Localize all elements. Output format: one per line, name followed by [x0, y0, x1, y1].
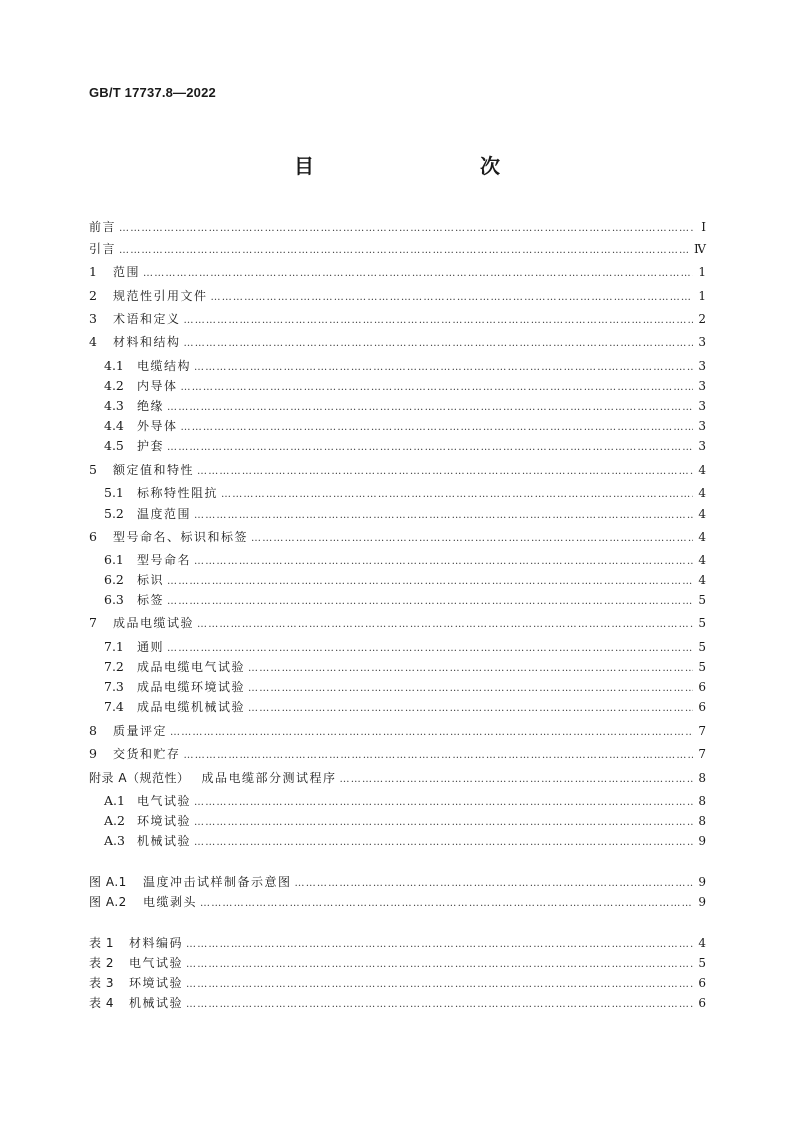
toc-page: 7: [698, 724, 706, 738]
dot-leader: [194, 553, 693, 571]
toc-title: 机械试验: [129, 996, 184, 1010]
dot-leader: [181, 379, 693, 397]
toc-title: 环境试验: [129, 976, 184, 990]
dot-leader: [200, 895, 693, 913]
toc-page: 5: [698, 593, 706, 607]
dot-leader: [197, 616, 693, 634]
toc-entry-table-2[interactable]: [89, 954, 706, 972]
toc-entry-table-4[interactable]: [89, 994, 706, 1012]
toc-number: 4.3: [104, 398, 124, 413]
toc-number: 表 4: [89, 996, 114, 1010]
dot-leader: [194, 359, 693, 377]
toc-title: 材料编码: [129, 936, 184, 950]
dot-leader: [251, 530, 693, 548]
toc-entry-a-3[interactable]: [104, 832, 706, 850]
toc-number: 7.4: [104, 699, 124, 714]
dot-leader: [248, 700, 693, 718]
toc-entry-a-1[interactable]: [104, 792, 706, 810]
toc-entry-7-4[interactable]: [104, 698, 706, 716]
toc-page: 4: [698, 463, 706, 477]
toc-number: 7.3: [104, 679, 124, 694]
toc-entry-introduction[interactable]: [89, 240, 706, 258]
toc-page: 4: [698, 573, 706, 587]
toc-title: 护套: [137, 439, 165, 453]
toc-page: Ⅳ: [694, 242, 706, 256]
toc-entry-7-1[interactable]: [104, 638, 706, 656]
toc-page: 8: [698, 814, 706, 828]
dot-leader: [119, 242, 691, 260]
toc-title: 标识: [137, 573, 165, 587]
toc-number: 附录 A（规范性）: [89, 771, 190, 785]
dot-leader: [167, 439, 693, 457]
toc-title: 成品电缆机械试验: [137, 700, 246, 714]
toc-title: 规范性引用文件: [113, 289, 208, 303]
toc-title: 额定值和特性: [113, 463, 195, 477]
toc-page: 9: [698, 834, 706, 848]
toc-number: 6.2: [104, 572, 124, 587]
toc-page: 5: [698, 616, 706, 630]
dot-leader: [186, 956, 693, 974]
dot-leader: [170, 724, 693, 742]
dot-leader: [194, 507, 693, 525]
dot-leader: [167, 399, 693, 417]
toc-number: 表 2: [89, 956, 114, 970]
toc-title: 电缆结构: [137, 359, 192, 373]
toc-number: 4: [89, 334, 97, 349]
toc-number: 6.1: [104, 552, 124, 567]
toc-page: 5: [698, 640, 706, 654]
toc-number: 5.2: [104, 506, 124, 521]
toc-title: 标签: [137, 593, 165, 607]
dot-leader: [119, 220, 693, 238]
dot-leader: [194, 814, 693, 832]
toc-entry-4-4[interactable]: [104, 417, 706, 435]
dot-leader: [143, 265, 693, 283]
toc-page: 8: [698, 771, 706, 785]
toc-title: 范围: [113, 265, 141, 279]
toc-page: 1: [698, 289, 706, 303]
toc-title: 型号命名: [137, 553, 192, 567]
toc-number: 4.2: [104, 378, 124, 393]
toc-entry-4[interactable]: [89, 333, 706, 351]
toc-title: 温度范围: [137, 507, 192, 521]
toc-number: 4.5: [104, 438, 124, 453]
toc-number: 7: [89, 615, 97, 630]
toc-page: 4: [698, 936, 706, 950]
toc-number: 表 3: [89, 976, 114, 990]
dot-leader: [186, 976, 693, 994]
toc-entry-4-2[interactable]: [104, 377, 706, 395]
toc-number: 7.2: [104, 659, 124, 674]
toc-entry-table-1[interactable]: [89, 934, 706, 952]
toc-entry-6-1[interactable]: [104, 551, 706, 569]
toc-number: 图 A.2: [89, 895, 127, 909]
toc-entry-4-3[interactable]: [104, 397, 706, 415]
dot-leader: [167, 640, 693, 658]
toc-entry-1[interactable]: [89, 263, 706, 281]
toc-entry-7-3[interactable]: [104, 678, 706, 696]
toc-page: Ⅰ: [701, 220, 706, 234]
toc-entry-6-2[interactable]: [104, 571, 706, 589]
toc-title: 电气试验: [129, 956, 184, 970]
toc-number: 4.4: [104, 418, 124, 433]
toc-entry-table-3[interactable]: [89, 974, 706, 992]
toc-entry-annex-a[interactable]: [89, 769, 706, 787]
toc-entry-6[interactable]: [89, 528, 706, 546]
toc-title: 绝缘: [137, 399, 165, 413]
toc-title: 型号命名、标识和标签: [113, 530, 249, 544]
page-title: 目 次: [294, 154, 542, 178]
dot-leader: [167, 593, 693, 611]
toc-page: 3: [698, 379, 706, 393]
toc-number: 1: [89, 264, 97, 279]
toc-number: A.1: [104, 793, 125, 808]
toc-number: 3: [89, 311, 97, 326]
toc-entry-foreword[interactable]: [89, 218, 706, 236]
toc-page: 4: [698, 507, 706, 521]
toc-page: 6: [698, 976, 706, 990]
toc-page: 6: [698, 700, 706, 714]
toc-title: 成品电缆试验: [113, 616, 195, 630]
toc-page: 3: [698, 439, 706, 453]
toc-title: 外导体: [137, 419, 178, 433]
toc-page: 1: [698, 265, 706, 279]
toc-number: 2: [89, 288, 97, 303]
dot-leader: [295, 875, 693, 893]
dot-leader: [194, 834, 693, 852]
toc-number: 图 A.1: [89, 875, 127, 889]
dot-leader: [186, 996, 693, 1014]
toc-title: 成品电缆部分测试程序: [201, 771, 337, 785]
dot-leader: [167, 573, 693, 591]
toc-number: 6.3: [104, 592, 124, 607]
toc-page: 6: [698, 996, 706, 1010]
toc-entry-figure-a-1[interactable]: [89, 873, 706, 891]
toc-number: 6: [89, 529, 97, 544]
toc-title: 内导体: [137, 379, 178, 393]
dot-leader: [181, 419, 693, 437]
dot-leader: [221, 486, 693, 504]
toc-entry-7[interactable]: [89, 614, 706, 632]
toc-title: 成品电缆环境试验: [137, 680, 246, 694]
toc-number: 表 1: [89, 936, 114, 950]
dot-leader: [184, 335, 693, 353]
toc-title: 电气试验: [137, 794, 192, 808]
dot-leader: [248, 660, 693, 678]
toc-title: 成品电缆电气试验: [137, 660, 246, 674]
toc-entry-3[interactable]: [89, 310, 706, 328]
toc-page: 5: [698, 956, 706, 970]
toc-entry-5-2[interactable]: [104, 505, 706, 523]
toc-page: 3: [698, 359, 706, 373]
dot-leader: [186, 936, 693, 954]
toc-page: 6: [698, 680, 706, 694]
toc-page: 3: [698, 399, 706, 413]
table-of-contents: [89, 0, 706, 1123]
toc-entry-5-1[interactable]: [104, 484, 706, 502]
toc-number: 5: [89, 462, 97, 477]
toc-number: A.3: [104, 833, 125, 848]
dot-leader: [197, 463, 693, 481]
toc-number: 7.1: [104, 639, 124, 654]
dot-leader: [340, 771, 693, 789]
dot-leader: [194, 794, 693, 812]
toc-entry-9[interactable]: [89, 745, 706, 763]
toc-entry-2[interactable]: [89, 287, 706, 305]
dot-leader: [184, 747, 693, 765]
toc-title: 机械试验: [137, 834, 192, 848]
dot-leader: [211, 289, 693, 307]
toc-page: 9: [698, 895, 706, 909]
toc-number: 9: [89, 746, 97, 761]
toc-page: 8: [698, 794, 706, 808]
toc-title: 前言: [89, 220, 117, 234]
toc-title: 引言: [89, 242, 117, 256]
toc-entry-4-5[interactable]: [104, 437, 706, 455]
toc-page: 3: [698, 419, 706, 433]
toc-title: 术语和定义: [113, 312, 181, 326]
toc-page: 9: [698, 875, 706, 889]
dot-leader: [248, 680, 693, 698]
toc-page: 4: [698, 486, 706, 500]
toc-title: 电缆剥头: [143, 895, 198, 909]
toc-page: 3: [698, 335, 706, 349]
toc-entry-a-2[interactable]: [104, 812, 706, 830]
toc-page: 4: [698, 553, 706, 567]
standard-code: GB/T 17737.8—2022: [89, 85, 216, 100]
dot-leader: [184, 312, 693, 330]
toc-page: 5: [698, 660, 706, 674]
toc-page: 2: [698, 312, 706, 326]
toc-title: 温度冲击试样制备示意图: [143, 875, 292, 889]
toc-number: A.2: [104, 813, 125, 828]
toc-title: 材料和结构: [113, 335, 181, 349]
toc-number: 5.1: [104, 485, 124, 500]
toc-number: 8: [89, 723, 97, 738]
toc-title: 标称特性阻抗: [137, 486, 219, 500]
toc-title: 环境试验: [137, 814, 192, 828]
toc-entry-5[interactable]: [89, 461, 706, 479]
toc-title: 通则: [137, 640, 165, 654]
toc-number: 4.1: [104, 358, 124, 373]
toc-entry-figure-a-2[interactable]: [89, 893, 706, 911]
toc-title: 交货和贮存: [113, 747, 181, 761]
toc-title: 质量评定: [113, 724, 168, 738]
toc-entry-8[interactable]: [89, 722, 706, 740]
toc-entry-6-3[interactable]: [104, 591, 706, 609]
toc-entry-7-2[interactable]: [104, 658, 706, 676]
toc-page: 7: [698, 747, 706, 761]
toc-page: 4: [698, 530, 706, 544]
toc-entry-4-1[interactable]: [104, 357, 706, 375]
